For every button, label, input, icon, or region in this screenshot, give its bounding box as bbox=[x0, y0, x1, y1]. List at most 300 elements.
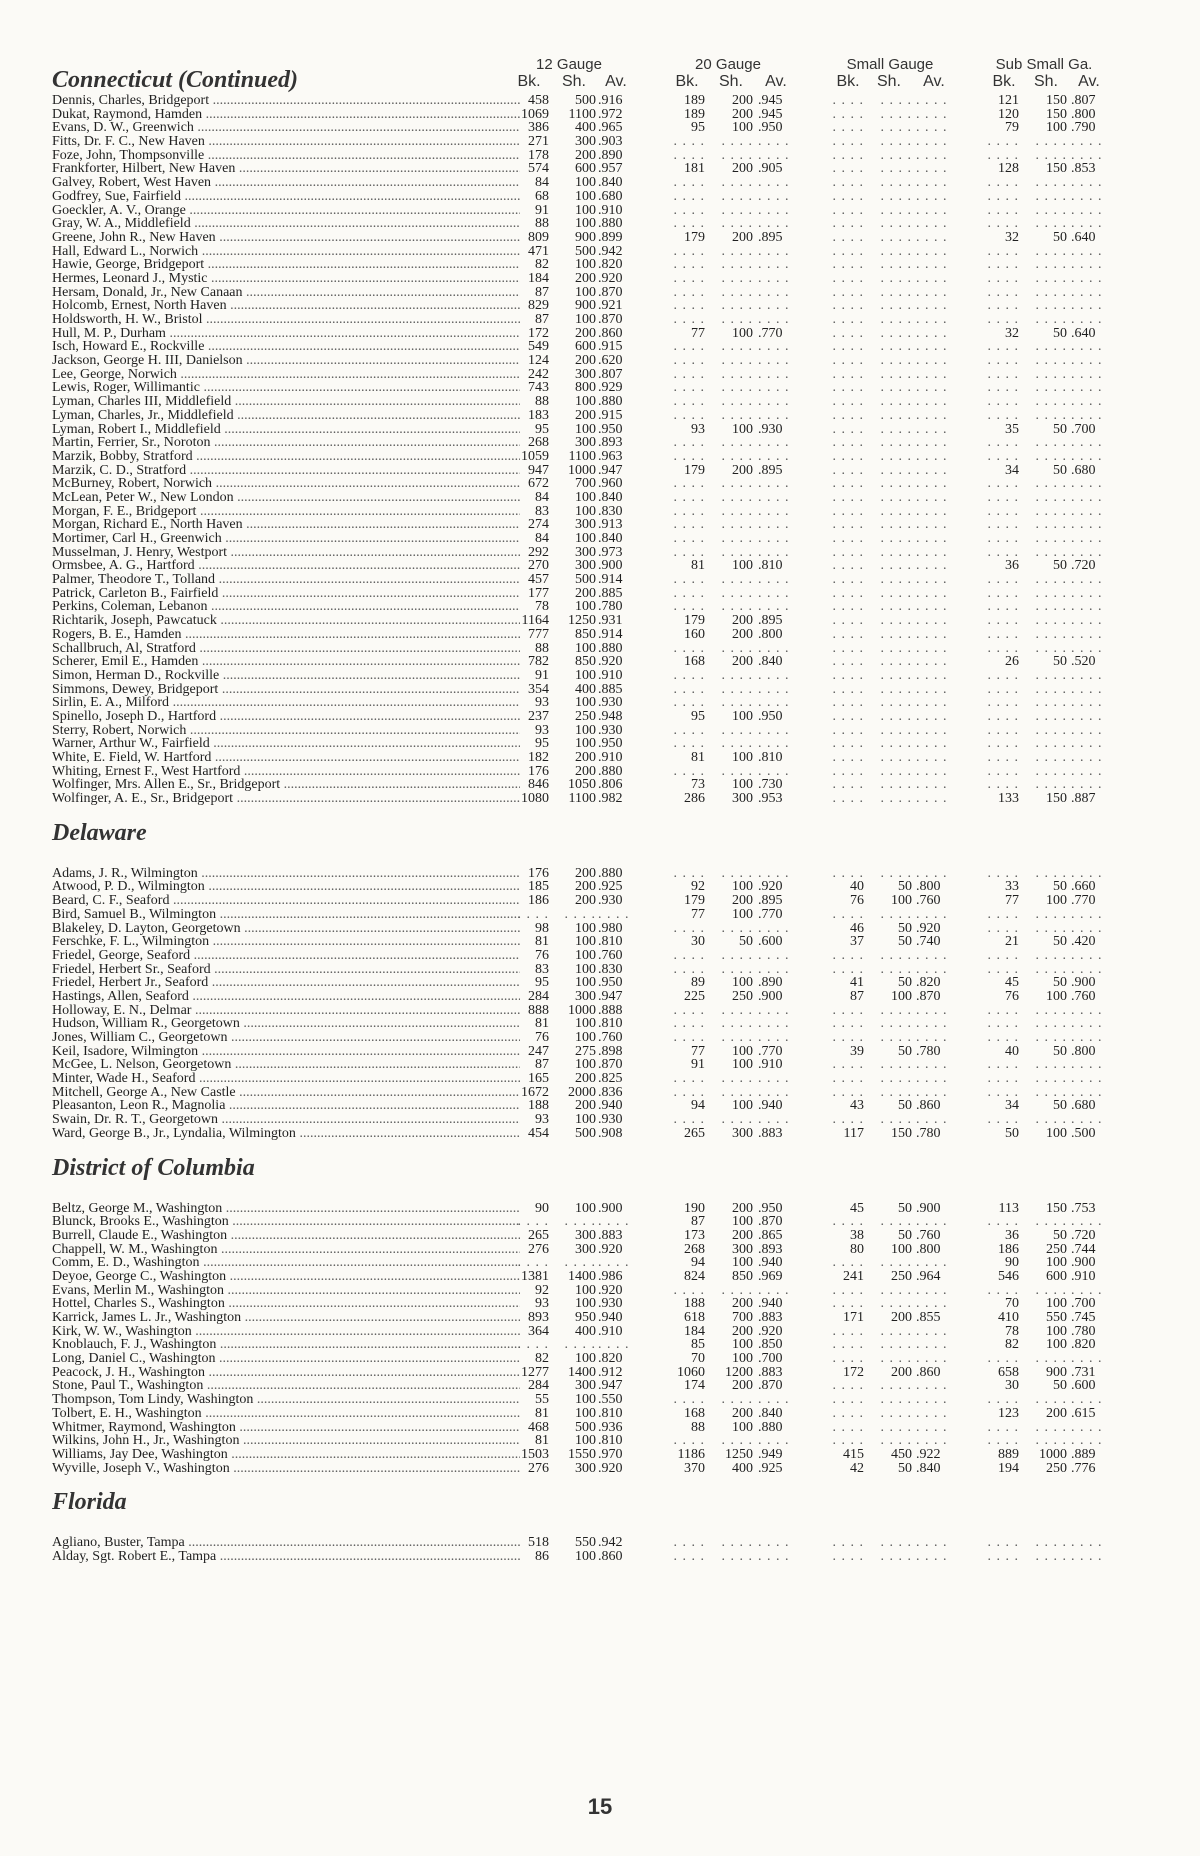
empty-cell: . . . . bbox=[880, 599, 912, 615]
shooter-name: Williams, Jay Dee, Washington ..... bbox=[52, 1448, 520, 1462]
empty-cell: . . . . bbox=[1035, 216, 1067, 232]
birds-cell: 179 bbox=[684, 229, 705, 245]
empty-cell: . . . . bbox=[916, 1112, 948, 1128]
average-cell: .914 bbox=[598, 572, 623, 588]
birds-cell: 91 bbox=[535, 202, 549, 218]
empty-cell: . . . . bbox=[673, 920, 705, 936]
shots-cell: 200 bbox=[732, 1378, 753, 1394]
empty-cell: . . . . bbox=[758, 585, 790, 601]
average-cell: .910 bbox=[598, 202, 623, 218]
shots-cell: 1550 bbox=[568, 1446, 596, 1462]
table-row bbox=[52, 1284, 1172, 1298]
shots-cell: 50 bbox=[739, 934, 753, 950]
birds-cell: 176 bbox=[528, 763, 549, 779]
shots-cell: 100 bbox=[575, 1548, 596, 1564]
average-cell: .810 bbox=[598, 934, 623, 950]
empty-cell: . . . . bbox=[916, 750, 948, 765]
table-row bbox=[52, 1421, 1172, 1435]
average-cell: .807 bbox=[1071, 93, 1096, 108]
empty-cell: . . . . bbox=[1035, 339, 1067, 355]
empty-cell: . . . . bbox=[758, 1548, 790, 1564]
table-row bbox=[52, 1127, 1172, 1141]
empty-cell: . . . . bbox=[987, 920, 1019, 936]
empty-cell: . . . . bbox=[721, 1112, 753, 1128]
empty-cell: . . . . bbox=[916, 503, 948, 519]
empty-cell: . . . . bbox=[916, 284, 948, 300]
empty-cell: . . . . bbox=[987, 489, 1019, 505]
birds-cell: 87 bbox=[535, 284, 549, 300]
empty-cell: . . . . bbox=[832, 161, 864, 177]
birds-cell: 81 bbox=[691, 558, 705, 574]
birds-cell: 40 bbox=[1005, 1043, 1019, 1059]
shots-cell: 200 bbox=[575, 763, 596, 779]
birds-cell: 183 bbox=[528, 407, 549, 423]
empty-cell: . . . . bbox=[517, 906, 549, 922]
subcol-header: Av. bbox=[1078, 73, 1100, 90]
empty-cell: . . . . bbox=[673, 865, 705, 881]
average-cell: .806 bbox=[598, 777, 623, 793]
shots-cell: 100 bbox=[575, 961, 596, 977]
average-cell: .780 bbox=[916, 1043, 941, 1059]
birds-cell: 1059 bbox=[521, 448, 549, 464]
shots-cell: 2000 bbox=[568, 1084, 596, 1100]
empty-cell: . . . . bbox=[673, 202, 705, 218]
average-cell: .700 bbox=[758, 1351, 783, 1367]
empty-cell: . . . . bbox=[1071, 489, 1103, 505]
empty-cell: . . . . bbox=[1035, 1214, 1067, 1230]
empty-cell: . . . . bbox=[1035, 1002, 1067, 1018]
empty-cell: . . . . bbox=[758, 865, 790, 881]
shooter-name: McBurney, Robert, Norwich ..... bbox=[52, 477, 520, 491]
shots-cell: 300 bbox=[575, 558, 596, 574]
table-row bbox=[52, 1393, 1172, 1407]
shooter-name: Galvey, Robert, West Haven ..... bbox=[52, 176, 520, 190]
average-cell: .950 bbox=[758, 708, 783, 724]
birds-cell: 181 bbox=[684, 161, 705, 177]
empty-cell: . . . . bbox=[721, 681, 753, 697]
empty-cell: . . . . bbox=[1035, 476, 1067, 492]
average-cell: .940 bbox=[598, 1310, 623, 1325]
average-cell: .830 bbox=[598, 961, 623, 977]
empty-cell: . . . . bbox=[880, 380, 912, 396]
empty-cell: . . . . bbox=[1035, 1071, 1067, 1087]
empty-cell: . . . . bbox=[1035, 202, 1067, 218]
table-row bbox=[52, 935, 1172, 949]
empty-cell: . . . . bbox=[880, 106, 912, 122]
birds-cell: 172 bbox=[528, 325, 549, 341]
shots-cell: 50 bbox=[1053, 654, 1067, 670]
shooter-name: Rogers, B. E., Hamden ..... bbox=[52, 628, 520, 642]
shooter-name: Beltz, George M., Washington ..... bbox=[52, 1202, 520, 1216]
empty-cell: . . . . bbox=[916, 421, 948, 437]
shots-cell: 100 bbox=[732, 1255, 753, 1271]
shots-cell: 200 bbox=[575, 147, 596, 163]
shots-cell: 100 bbox=[575, 202, 596, 218]
empty-cell: . . . . bbox=[721, 476, 753, 492]
birds-cell: 93 bbox=[535, 1296, 549, 1312]
table-row bbox=[52, 532, 1172, 546]
empty-cell: . . . . bbox=[1071, 394, 1103, 410]
birds-cell: 123 bbox=[998, 1405, 1019, 1421]
shots-cell: 250 bbox=[575, 708, 596, 724]
empty-cell: . . . . bbox=[832, 339, 864, 355]
empty-cell: . . . . bbox=[832, 380, 864, 396]
table-row bbox=[52, 1338, 1172, 1352]
empty-cell: . . . . bbox=[916, 1255, 948, 1271]
shots-cell: 50 bbox=[898, 934, 912, 950]
empty-cell: . . . . bbox=[721, 667, 753, 683]
shooter-name: Peacock, J. H., Washington ..... bbox=[52, 1366, 520, 1380]
birds-cell: 78 bbox=[1005, 1323, 1019, 1339]
average-cell: .895 bbox=[758, 462, 783, 478]
table-row bbox=[52, 792, 1172, 806]
subcol-header: Bk. bbox=[992, 73, 1016, 90]
empty-cell: . . . . bbox=[880, 613, 912, 629]
empty-cell: . . . . bbox=[673, 722, 705, 738]
shooter-name: Warner, Arthur W., Fairfield ..... bbox=[52, 737, 520, 751]
state-section bbox=[52, 1489, 1172, 1563]
average-cell: .905 bbox=[758, 161, 783, 177]
empty-cell: . . . . bbox=[673, 961, 705, 977]
table-row bbox=[52, 1270, 1172, 1284]
state-section bbox=[52, 94, 1172, 806]
empty-cell: . . . . bbox=[880, 763, 912, 779]
empty-cell: . . . . bbox=[564, 1337, 596, 1353]
empty-cell: . . . . bbox=[1035, 1419, 1067, 1435]
birds-cell: 128 bbox=[998, 161, 1019, 177]
empty-cell: . . . . bbox=[832, 1323, 864, 1339]
empty-cell: . . . . bbox=[880, 1296, 912, 1312]
empty-cell: . . . . bbox=[1035, 407, 1067, 423]
empty-cell: . . . . bbox=[1071, 920, 1103, 936]
table-row bbox=[52, 737, 1172, 751]
average-cell: .760 bbox=[598, 1030, 623, 1045]
table-row bbox=[52, 94, 1172, 108]
empty-cell: . . . . bbox=[832, 626, 864, 642]
table-row bbox=[52, 409, 1172, 423]
average-cell: .916 bbox=[598, 93, 623, 108]
average-cell: .948 bbox=[598, 708, 623, 724]
empty-cell: . . . . bbox=[987, 585, 1019, 601]
empty-cell: . . . . bbox=[916, 1535, 948, 1551]
birds-cell: 265 bbox=[528, 1227, 549, 1243]
empty-cell: . . . . bbox=[832, 722, 864, 738]
average-cell: .840 bbox=[598, 531, 623, 546]
table-row bbox=[52, 1462, 1172, 1476]
empty-cell: . . . . bbox=[758, 380, 790, 396]
empty-cell: . . . . bbox=[987, 1419, 1019, 1435]
empty-cell: . . . . bbox=[987, 722, 1019, 738]
empty-cell: . . . . bbox=[916, 1071, 948, 1087]
empty-cell: . . . . bbox=[987, 750, 1019, 765]
average-cell: .820 bbox=[598, 1351, 623, 1367]
empty-cell: . . . . bbox=[1071, 1084, 1103, 1100]
empty-cell: . . . . bbox=[1035, 681, 1067, 697]
shots-cell: 200 bbox=[732, 106, 753, 122]
empty-cell: . . . . bbox=[987, 1002, 1019, 1018]
empty-cell: . . . . bbox=[758, 503, 790, 519]
empty-cell: . . . . bbox=[987, 544, 1019, 560]
shooter-name: Kirk, W. W., Washington ..... bbox=[52, 1325, 520, 1339]
empty-cell: . . . . bbox=[673, 736, 705, 752]
empty-cell: . . . . bbox=[721, 640, 753, 656]
shots-cell: 100 bbox=[891, 893, 912, 909]
shooter-name: Minter, Wade H., Seaford ..... bbox=[52, 1072, 520, 1086]
shots-cell: 550 bbox=[575, 1535, 596, 1551]
empty-cell: . . . . bbox=[832, 1084, 864, 1100]
average-cell: .950 bbox=[598, 975, 623, 991]
empty-cell: . . . . bbox=[916, 1030, 948, 1045]
shots-cell: 50 bbox=[1053, 975, 1067, 991]
empty-cell: . . . . bbox=[880, 736, 912, 752]
table-row bbox=[52, 642, 1172, 656]
empty-cell: . . . . bbox=[758, 188, 790, 204]
birds-cell: 1069 bbox=[521, 106, 549, 122]
average-cell: .893 bbox=[758, 1241, 783, 1257]
shooter-name: Burrell, Claude E., Washington ..... bbox=[52, 1229, 520, 1243]
empty-cell: . . . . bbox=[758, 175, 790, 191]
shooter-name: McLean, Peter W., New London ..... bbox=[52, 491, 520, 505]
empty-cell: . . . . bbox=[721, 947, 753, 963]
shooter-name: Long, Daniel C., Washington ..... bbox=[52, 1352, 520, 1366]
empty-cell: . . . . bbox=[1071, 681, 1103, 697]
empty-cell: . . . . bbox=[1071, 270, 1103, 286]
empty-cell: . . . . bbox=[673, 147, 705, 163]
shooter-name: Deyoe, George C., Washington ..... bbox=[52, 1270, 520, 1284]
empty-cell: . . . . bbox=[916, 640, 948, 656]
birds-cell: 81 bbox=[691, 750, 705, 765]
empty-cell: . . . . bbox=[832, 1351, 864, 1367]
shots-cell: 500 bbox=[575, 93, 596, 108]
shots-cell: 850 bbox=[575, 626, 596, 642]
average-cell: .982 bbox=[598, 791, 623, 807]
empty-cell: . . . . bbox=[987, 298, 1019, 314]
empty-cell: . . . . bbox=[1035, 544, 1067, 560]
birds-cell: 90 bbox=[1005, 1255, 1019, 1271]
empty-cell: . . . . bbox=[758, 722, 790, 738]
average-cell: .915 bbox=[598, 407, 623, 423]
average-cell: .925 bbox=[758, 1460, 783, 1476]
empty-cell: . . . . bbox=[880, 93, 912, 108]
average-cell: .922 bbox=[916, 1446, 941, 1462]
empty-cell: . . . . bbox=[673, 312, 705, 327]
birds-cell: 117 bbox=[843, 1125, 864, 1141]
shots-cell: 200 bbox=[575, 407, 596, 423]
average-cell: .950 bbox=[598, 736, 623, 752]
empty-cell: . . . . bbox=[721, 284, 753, 300]
empty-cell: . . . . bbox=[832, 763, 864, 779]
empty-cell: . . . . bbox=[987, 947, 1019, 963]
empty-cell: . . . . bbox=[721, 216, 753, 232]
birds-cell: 77 bbox=[691, 906, 705, 922]
table-row bbox=[52, 683, 1172, 697]
empty-cell: . . . . bbox=[1035, 613, 1067, 629]
empty-cell: . . . . bbox=[916, 558, 948, 574]
shots-cell: 400 bbox=[575, 681, 596, 697]
table-row bbox=[52, 1215, 1172, 1229]
average-cell: .885 bbox=[598, 681, 623, 697]
empty-cell: . . . . bbox=[758, 544, 790, 560]
empty-cell: . . . . bbox=[832, 312, 864, 327]
average-cell: .860 bbox=[916, 1364, 941, 1380]
subcol-header: Sh. bbox=[1033, 73, 1058, 90]
empty-cell: . . . . bbox=[916, 906, 948, 922]
empty-cell: . . . . bbox=[916, 325, 948, 341]
empty-cell: . . . . bbox=[880, 585, 912, 601]
empty-cell: . . . . bbox=[721, 1002, 753, 1018]
shots-cell: 100 bbox=[575, 1433, 596, 1449]
birds-cell: 185 bbox=[528, 879, 549, 895]
empty-cell: . . . . bbox=[1035, 865, 1067, 881]
shots-cell: 1050 bbox=[568, 777, 596, 793]
average-cell: .753 bbox=[1071, 1200, 1096, 1216]
empty-cell: . . . . bbox=[987, 476, 1019, 492]
empty-cell: . . . . bbox=[880, 1323, 912, 1339]
shots-cell: 100 bbox=[732, 750, 753, 765]
average-cell: .720 bbox=[1071, 1227, 1096, 1243]
empty-cell: . . . . bbox=[721, 1392, 753, 1408]
shooter-name: Keil, Isadore, Wilmington ..... bbox=[52, 1045, 520, 1059]
empty-cell: . . . . bbox=[987, 243, 1019, 259]
empty-cell: . . . . bbox=[721, 448, 753, 464]
shooter-name: Friedel, Herbert Jr., Seaford ..... bbox=[52, 976, 520, 990]
shots-cell: 50 bbox=[1053, 558, 1067, 574]
empty-cell: . . . . bbox=[758, 216, 790, 232]
shooter-name: Pleasanton, Leon R., Magnolia ..... bbox=[52, 1099, 520, 1113]
average-cell: .914 bbox=[598, 626, 623, 642]
empty-cell: . . . . bbox=[832, 947, 864, 963]
table-row bbox=[52, 1017, 1172, 1031]
average-cell: .807 bbox=[598, 366, 623, 382]
empty-cell: . . . . bbox=[1071, 640, 1103, 656]
average-cell: .800 bbox=[1071, 106, 1096, 122]
birds-cell: 81 bbox=[535, 1405, 549, 1421]
shots-cell: 100 bbox=[732, 1043, 753, 1059]
empty-cell: . . . . bbox=[987, 503, 1019, 519]
table-row bbox=[52, 204, 1172, 218]
empty-cell: . . . . bbox=[880, 161, 912, 177]
empty-cell: . . . . bbox=[880, 777, 912, 793]
average-cell: .950 bbox=[758, 1200, 783, 1216]
empty-cell: . . . . bbox=[721, 695, 753, 711]
empty-cell: . . . . bbox=[880, 626, 912, 642]
shots-cell: 1000 bbox=[568, 1002, 596, 1018]
shots-cell: 100 bbox=[732, 120, 753, 136]
birds-cell: 672 bbox=[528, 476, 549, 492]
table-row bbox=[52, 1448, 1172, 1462]
empty-cell: . . . . bbox=[721, 1433, 753, 1449]
state-section bbox=[52, 820, 1172, 1141]
empty-cell: . . . . bbox=[832, 585, 864, 601]
empty-cell: . . . . bbox=[880, 1030, 912, 1045]
shots-cell: 200 bbox=[732, 893, 753, 909]
average-cell: .945 bbox=[758, 93, 783, 108]
empty-cell: . . . . bbox=[832, 1378, 864, 1394]
birds-cell: 94 bbox=[691, 1255, 705, 1271]
empty-cell: . . . . bbox=[1071, 284, 1103, 300]
shooter-name: Hastings, Allen, Seaford ..... bbox=[52, 990, 520, 1004]
empty-cell: . . . . bbox=[758, 448, 790, 464]
empty-cell: . . . . bbox=[987, 708, 1019, 724]
birds-cell: 95 bbox=[535, 421, 549, 437]
shots-cell: 200 bbox=[732, 93, 753, 108]
average-cell: .942 bbox=[598, 1535, 623, 1551]
average-cell: .731 bbox=[1071, 1364, 1096, 1380]
shooter-name: Friedel, George, Seaford ..... bbox=[52, 949, 520, 963]
average-cell: .680 bbox=[598, 188, 623, 204]
average-cell: .870 bbox=[758, 1378, 783, 1394]
empty-cell: . . . . bbox=[1071, 339, 1103, 355]
empty-cell: . . . . bbox=[880, 325, 912, 341]
birds-cell: 179 bbox=[684, 613, 705, 629]
average-cell: .947 bbox=[598, 462, 623, 478]
shots-cell: 100 bbox=[1046, 1125, 1067, 1141]
birds-cell: 454 bbox=[528, 1125, 549, 1141]
empty-cell: . . . . bbox=[1035, 134, 1067, 150]
empty-cell: . . . . bbox=[880, 312, 912, 327]
birds-cell: 87 bbox=[850, 988, 864, 1004]
empty-cell: . . . . bbox=[1035, 906, 1067, 922]
empty-cell: . . . . bbox=[1071, 1071, 1103, 1087]
empty-cell: . . . . bbox=[1071, 202, 1103, 218]
empty-cell: . . . . bbox=[832, 961, 864, 977]
shots-cell: 200 bbox=[575, 353, 596, 369]
shooter-name: Marzik, C. D., Stratford ..... bbox=[52, 464, 520, 478]
shooter-name: Lewis, Roger, Willimantic ..... bbox=[52, 381, 520, 395]
empty-cell: . . . . bbox=[758, 667, 790, 683]
empty-cell: . . . . bbox=[832, 93, 864, 108]
empty-cell: . . . . bbox=[916, 1419, 948, 1435]
empty-cell: . . . . bbox=[673, 435, 705, 451]
birds-cell: 95 bbox=[691, 120, 705, 136]
birds-cell: 94 bbox=[691, 1098, 705, 1114]
average-cell: .780 bbox=[598, 599, 623, 615]
birds-cell: 87 bbox=[535, 1057, 549, 1073]
empty-cell: . . . . bbox=[1071, 572, 1103, 588]
empty-cell: . . . . bbox=[880, 961, 912, 977]
empty-cell: . . . . bbox=[758, 312, 790, 327]
empty-cell: . . . . bbox=[832, 1030, 864, 1045]
empty-cell: . . . . bbox=[916, 626, 948, 642]
empty-cell: . . . . bbox=[916, 947, 948, 963]
birds-cell: 80 bbox=[850, 1241, 864, 1257]
empty-cell: . . . . bbox=[916, 175, 948, 191]
empty-cell: . . . . bbox=[987, 394, 1019, 410]
average-cell: .895 bbox=[758, 229, 783, 245]
empty-cell: . . . . bbox=[880, 572, 912, 588]
empty-cell: . . . . bbox=[1071, 763, 1103, 779]
empty-cell: . . . . bbox=[832, 1002, 864, 1018]
shots-cell: 1100 bbox=[568, 448, 596, 464]
shots-cell: 50 bbox=[1053, 1227, 1067, 1243]
birds-cell: 82 bbox=[1005, 1337, 1019, 1353]
birds-cell: 45 bbox=[850, 1200, 864, 1216]
birds-cell: 160 bbox=[684, 626, 705, 642]
empty-cell: . . . . bbox=[1035, 626, 1067, 642]
shots-cell: 100 bbox=[575, 1405, 596, 1421]
empty-cell: . . . . bbox=[758, 763, 790, 779]
empty-cell: . . . . bbox=[916, 93, 948, 108]
empty-cell: . . . . bbox=[721, 722, 753, 738]
average-cell: .880 bbox=[598, 394, 623, 410]
shots-cell: 100 bbox=[575, 1016, 596, 1032]
empty-cell: . . . . bbox=[916, 681, 948, 697]
empty-cell: . . . . bbox=[758, 353, 790, 369]
empty-cell: . . . . bbox=[916, 961, 948, 977]
shots-cell: 850 bbox=[575, 654, 596, 670]
table-row bbox=[52, 231, 1172, 245]
shots-cell: 50 bbox=[1053, 325, 1067, 341]
